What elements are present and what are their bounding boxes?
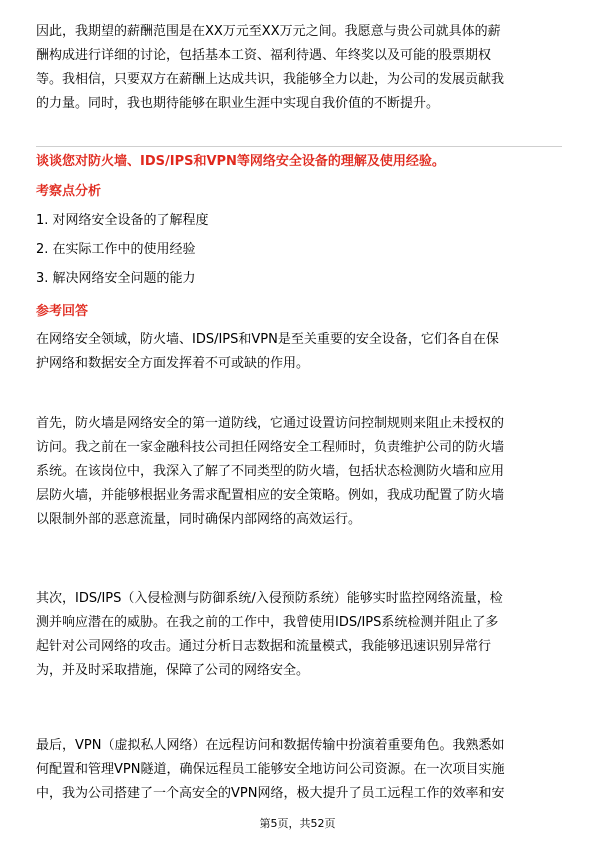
- intro-line: 酬构成进行详细的讨论，包括基本工资、福利待遇、年终奖以及可能的股票期权: [36, 48, 492, 63]
- answer-line: 访问。我之前在一家金融科技公司担任网络安全工程师时，负责维护公司的防火墙: [36, 440, 505, 455]
- answer-line: 以限制外部的恶意流量，同时确保内部网络的高效运行。: [36, 512, 362, 527]
- answer-line: 其次，IDS/IPS（入侵检测与防御系统/入侵预防系统）能够实时监控网络流量，检: [36, 591, 503, 606]
- intro-line: 的力量。同时，我也期待能够在职业生涯中实现自我价值的不断提升。: [36, 96, 440, 111]
- page-number-footer: 第5页，共52页: [259, 817, 336, 830]
- answer-line: 中，我为公司搭建了一个高安全的VPN网络，极大提升了员工远程工作的效率和安: [36, 786, 505, 801]
- intro-paragraph: [36, 20, 562, 116]
- answer-line: 测并响应潜在的威胁。在我之前的工作中，我曾使用IDS/IPS系统检测并阻止了多: [36, 615, 499, 630]
- answer-line: 首先，防火墙是网络安全的第一道防线，它通过设置访问控制规则来阻止未授权的: [36, 416, 505, 431]
- section-divider: [36, 146, 562, 147]
- answer-line: 护网络和数据安全方面发挥着不可或缺的作用。: [36, 356, 310, 371]
- answer-line: 层防火墙，并能够根据业务需求配置相应的安全策略。例如，我成功配置了防火墙: [36, 488, 505, 503]
- answer-line: 为，并及时采取措施，保障了公司的网络安全。: [36, 663, 310, 678]
- answer-paragraph: [36, 734, 562, 806]
- answer-line: 起针对公司网络的攻击。通过分析日志数据和流量模式，我能够迅速识别异常行: [36, 639, 492, 654]
- analysis-item: 2. 在实际工作中的使用经验: [36, 242, 196, 257]
- analysis-heading: 考察点分析: [36, 184, 102, 199]
- answer-heading: 参考回答: [36, 304, 89, 319]
- answer-paragraph: [36, 328, 562, 376]
- answer-line: 系统。在该岗位中，我深入了解了不同类型的防火墙，包括状态检测防火墙和应用: [36, 464, 505, 479]
- answer-paragraph: [36, 587, 562, 683]
- interview-question: 谈谈您对防火墙、IDS/IPS和VPN等网络安全设备的理解及使用经验。: [36, 154, 445, 169]
- intro-line: 等。我相信，只要双方在薪酬上达成共识，我能够全力以赴，为公司的发展贡献我: [36, 72, 505, 87]
- answer-line: 最后，VPN（虚拟私人网络）在远程访问和数据传输中扮演着重要角色。我熟悉如: [36, 738, 505, 753]
- analysis-item: 1. 对网络安全设备的了解程度: [36, 213, 209, 228]
- answer-paragraph: [36, 412, 562, 532]
- answer-line: 在网络安全领域，防火墙、IDS/IPS和VPN是至关重要的安全设备，它们各自在保: [36, 332, 499, 347]
- answer-line: 何配置和管理VPN隧道，确保远程员工能够安全地访问公司资源。在一次项目实施: [36, 762, 505, 777]
- intro-line: 因此，我期望的薪酬范围是在XX万元至XX万元之间。我愿意与贵公司就具体的薪: [36, 24, 501, 39]
- analysis-item: 3. 解决网络安全问题的能力: [36, 271, 196, 286]
